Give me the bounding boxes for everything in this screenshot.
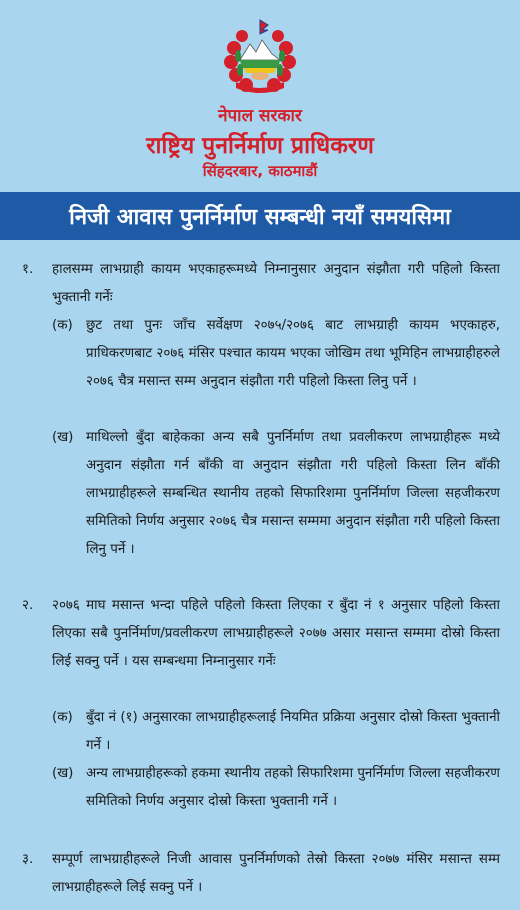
section-number: १.: [22, 262, 34, 277]
item-text: छुट तथा पुनः जाँच सर्वेक्षण २०७५/२०७६ बाट लाभग्राही कायम भएकाहरु, प्राधिकरणबाट २०७६ मंसिर पश्चात कायम भएका जोखिम तथा भूमिहिन लाभग्राहीहरुले २०७६ चैत्र मसान्त सम्म अनुदान संझौता गरी पहिलो किस्ता लिनु पर्ने ।: [86, 318, 500, 389]
authority-name: राष्ट्रिय पुनर्निर्माण प्राधिकरण: [146, 133, 374, 159]
section-number: २.: [22, 598, 34, 613]
item-label: (ख): [52, 766, 74, 781]
item-text: बुँदा नं (१) अनुसारका लाभग्राहीहरूलाई नियमित प्रक्रिया अनुसार दोस्रो किस्ता भुक्तानी गर्ने ।: [86, 710, 500, 753]
government-name: नेपाल सरकार: [218, 106, 302, 126]
section-text: हालसम्म लाभग्राही कायम भएकाहरूमध्ये निम्नानुसार अनुदान संझौता गरी पहिलो किस्ता भुक्तानी गर्नेः: [52, 262, 500, 305]
item-label: (क): [52, 318, 73, 333]
notice-title: निजी आवास पुनर्निर्माण सम्बन्धी नयाँ समयसिमा: [69, 205, 451, 230]
item-label: (क): [52, 710, 73, 725]
item-text: माथिल्लो बुँदा बाहेकका अन्य सबै पुनर्निर्माण तथा प्रवलीकरण लाभग्राहीहरू मध्ये अनुदान संझौता गर्न बाँकी वा अनुदान संझौता गरी पहिलो किस्ता लिन बाँकी लाभग्राहीहरूले सम्बन्धित स्थानीय तहको सिफारिशमा पुनर्निर्माण जिल्ला सहजीकरण समितिको निर्णय अनुसार २०७६ चैत्र मसान्त सम्ममा अनुदान संझौता गरी पहिलो किस्ता लिनु पर्ने ।: [86, 430, 500, 557]
section-text: सम्पूर्ण लाभग्राहीहरूले निजी आवास पुनर्निर्माणको तेस्रो किस्ता २०७७ मंसिर मसान्त सम्म लाभग्राहीहरूले लिई सक्नु पर्ने ।: [52, 852, 500, 895]
section-number: ३.: [22, 852, 34, 867]
nepal-government-emblem-icon: [222, 18, 298, 94]
notice-title-banner: [0, 192, 520, 240]
authority-address: सिंहदरबार, काठमाडौं: [202, 162, 318, 180]
section-text: २०७६ माघ मसान्त भन्दा पहिले पहिलो किस्ता लिएका र बुँदा नं १ अनुसार पहिलो किस्ता लिएका सबै पुनर्निर्माण/प्रवलीकरण लाभग्राहीहरूले २०७७ असार मसान्त सम्ममा दोस्रो किस्ता लिई सक्नु पर्ने । यस सम्बन्धमा निम्नानुसार गर्नेः: [52, 598, 500, 669]
item-label: (ख): [52, 430, 74, 445]
item-text: अन्य लाभग्राहीहरूको हकमा स्थानीय तहको सिफारिशमा पुनर्निर्माण जिल्ला सहजीकरण समितिको निर्णय अनुसार दोस्रो किस्ता भुक्तानी गर्ने ।: [86, 766, 500, 809]
